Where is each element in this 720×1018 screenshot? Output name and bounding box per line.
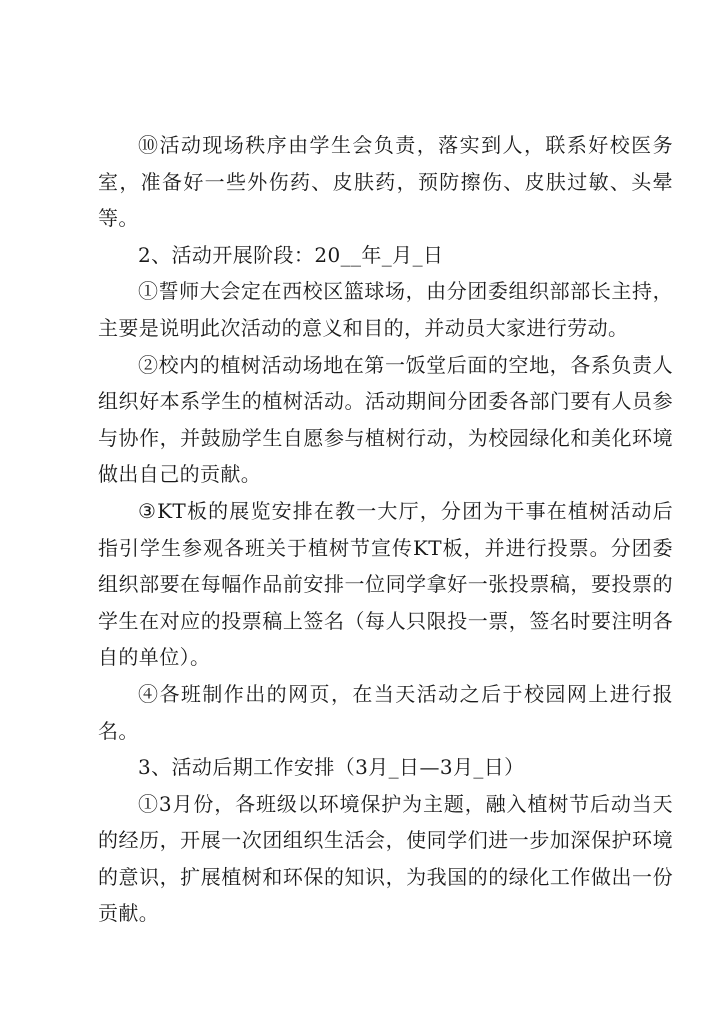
paragraph-planting-site: ②校内的植树活动场地在第一饭堂后面的空地，各系负责人组织好本系学生的植树活动。活动期间分团委各部门要有人员参与协作，并鼓励学生自愿参与植树行动，为校园绿化和美化环境做出自己的贡献。 (98, 352, 673, 487)
paragraph-oath-rally: ①誓师大会定在西校区篮球场，由分团委组织部部长主持，主要是说明此次活动的意义和目的，并动员大家进行劳动。 (98, 279, 673, 340)
paragraph-webpage-signup: ④各班制作出的网页，在当天活动之后于校园网上进行报名。 (98, 681, 673, 743)
paragraph-class-meeting: ①3月份，各班级以环境保护为主题，融入植树节后动当天的经历，开展一次团组织生活会，使同学们进一步加深保护环境的意识，扩展植树和环保的知识，为我国的的绿化工作做出一份贡献。 (98, 791, 673, 926)
heading-activity-stage: 2、活动开展阶段：20__年_月_日 (138, 242, 444, 267)
document-body (98, 127, 673, 932)
paragraph-medical-prep: ⑩活动现场秩序由学生会负责，落实到人，联系好校医务室，准备好一些外伤药、皮肤药，预防擦伤、皮肤过敏、头晕等。 (98, 133, 673, 231)
paragraph-kt-board: ③KT板的展览安排在教一大厅，分团为干事在植树活动后指引学生参观各班关于植树节宣传KT板，并进行投票。分团委组织部要在每幅作品前安排一位同学拿好一张投票稿，要投票的学生在对应的投票稿上签名（每人只限投一票，签名时要注明各自的单位）。 (98, 498, 673, 670)
heading-post-activity: 3、活动后期工作安排（3月_日—3月_日） (138, 755, 525, 780)
